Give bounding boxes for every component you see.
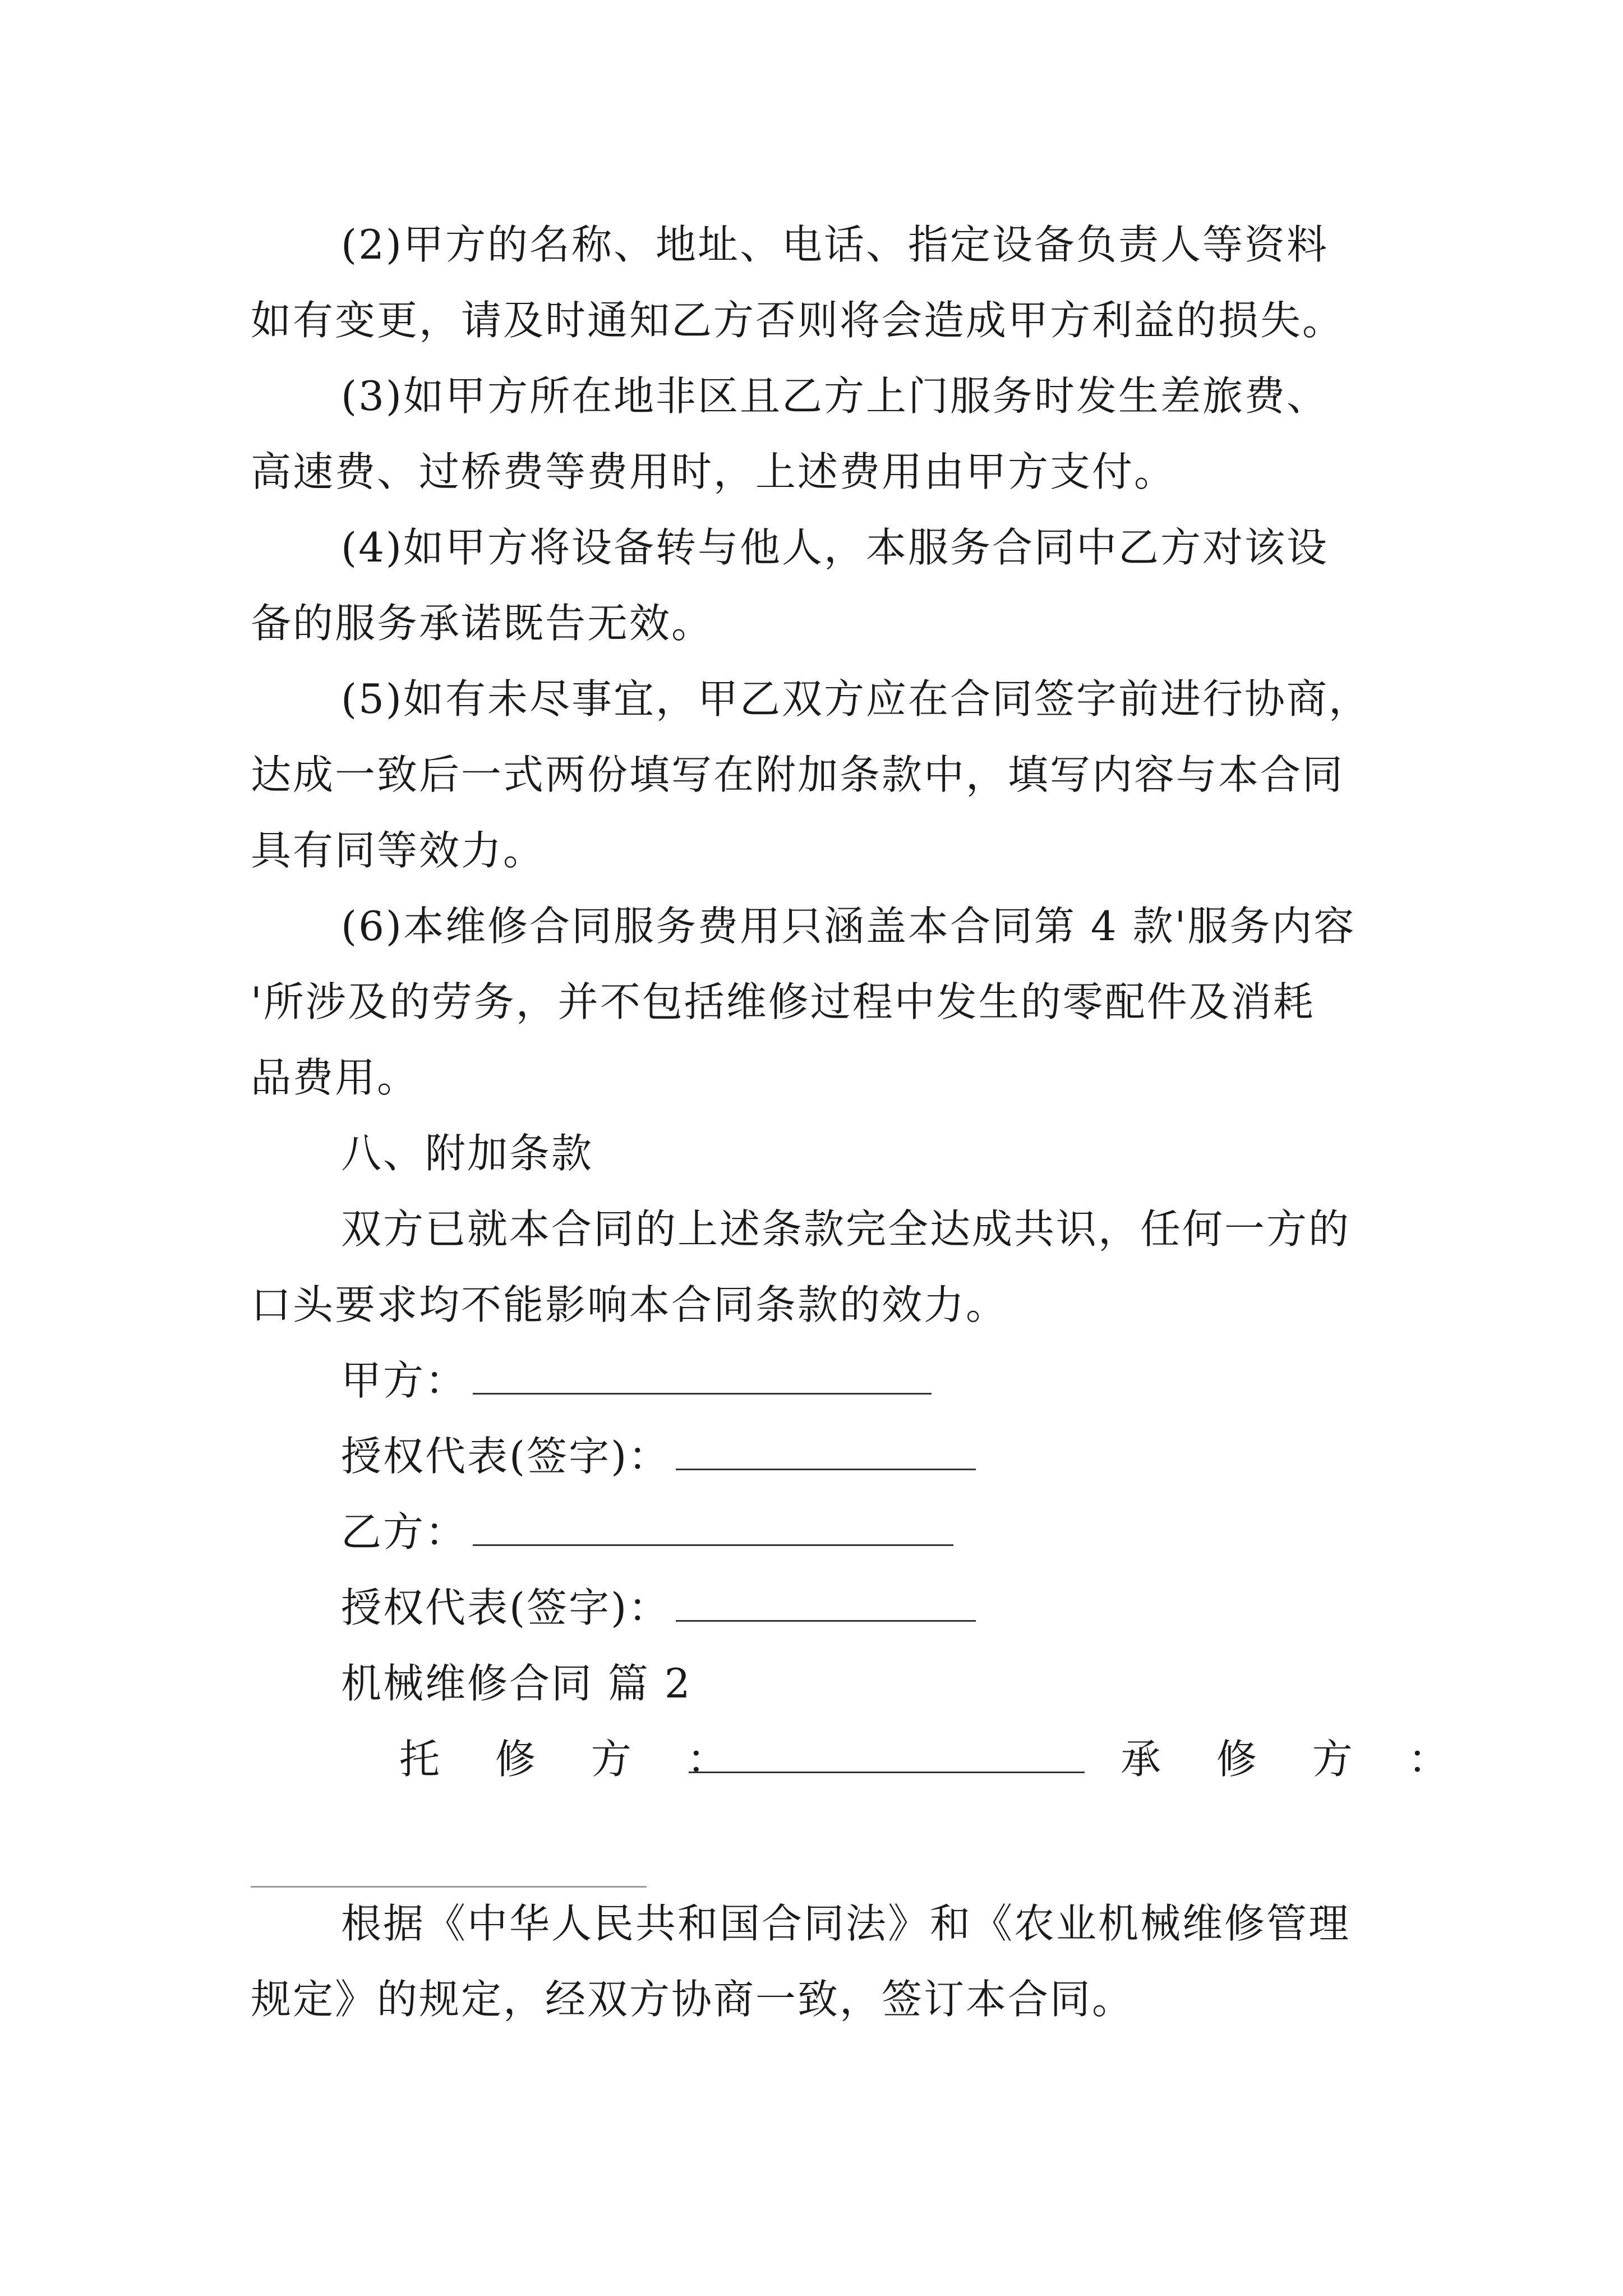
clause-2-line-2: 如有变更，请及时通知乙方否则将会造成甲方利益的损失。 xyxy=(251,297,1345,344)
section-8-text-line-2: 口头要求均不能影响本合同条款的效力。 xyxy=(251,1281,1008,1328)
section-2-title: 机械维修合同 篇 2 xyxy=(341,1660,692,1707)
clause-5-line-1: (5)如有未尽事宜，甲乙双方应在合同签字前进行协商， xyxy=(341,675,1371,723)
party-b-rep-row xyxy=(341,1584,976,1631)
clause-3-line-2: 高速费、过桥费等费用时，上述费用由甲方支付。 xyxy=(251,448,1177,495)
clause-6-line-3: 品费用。 xyxy=(251,1054,419,1101)
repairing-party-label: 承 修 方 ： xyxy=(1121,1736,1470,1783)
party-b-row xyxy=(341,1508,953,1556)
section-8-text-line-1: 双方已就本合同的上述条款完全达成共识，任何一方的 xyxy=(341,1205,1351,1253)
repairing-party-blank-line xyxy=(251,1886,647,1888)
party-a-label: 甲方： xyxy=(341,1357,468,1404)
entrusting-party-blank-line xyxy=(689,1739,1085,1773)
party-b-rep-signature-line xyxy=(676,1588,976,1622)
party-b-signature-line xyxy=(473,1512,953,1546)
party-a-rep-row xyxy=(341,1433,976,1480)
clause-5-line-2: 达成一致后一式两份填写在附加条款中，填写内容与本合同 xyxy=(251,751,1345,798)
party-a-rep-signature-line xyxy=(676,1436,976,1470)
clause-5-line-3: 具有同等效力。 xyxy=(251,827,546,874)
clause-4-line-2: 备的服务承诺既告无效。 xyxy=(251,600,714,647)
section-8-heading: 八、附加条款 xyxy=(341,1130,594,1177)
clause-3-line-1: (3)如甲方所在地非区且乙方上门服务时发生差旅费、 xyxy=(341,372,1329,420)
clause-6-line-2: '所涉及的劳务，并不包括维修过程中发生的零配件及消耗 xyxy=(251,978,1315,1025)
basis-line-1: 根据《中华人民共和国合同法》和《农业机械维修管理 xyxy=(341,1900,1351,1947)
party-a-row xyxy=(341,1357,932,1404)
clause-6-line-1: (6)本维修合同服务费用只涵盖本合同第 4 款'服务内容 xyxy=(341,903,1356,950)
basis-line-2: 规定》的规定，经双方协商一致，签订本合同。 xyxy=(251,1976,1135,2023)
clause-4-line-1: (4)如甲方将设备转与他人，本服务合同中乙方对该设 xyxy=(341,524,1329,571)
entrusting-party-label: 托 修 方 ： xyxy=(399,1736,749,1783)
party-b-label: 乙方： xyxy=(341,1508,468,1556)
party-b-rep-label: 授权代表(签字)： xyxy=(341,1584,671,1631)
party-a-signature-line xyxy=(473,1360,932,1395)
party-a-rep-label: 授权代表(签字)： xyxy=(341,1433,671,1480)
clause-2-line-1: (2)甲方的名称、地址、电话、指定设备负责人等资料 xyxy=(341,221,1329,268)
entrusting-party-field xyxy=(689,1739,1085,1779)
